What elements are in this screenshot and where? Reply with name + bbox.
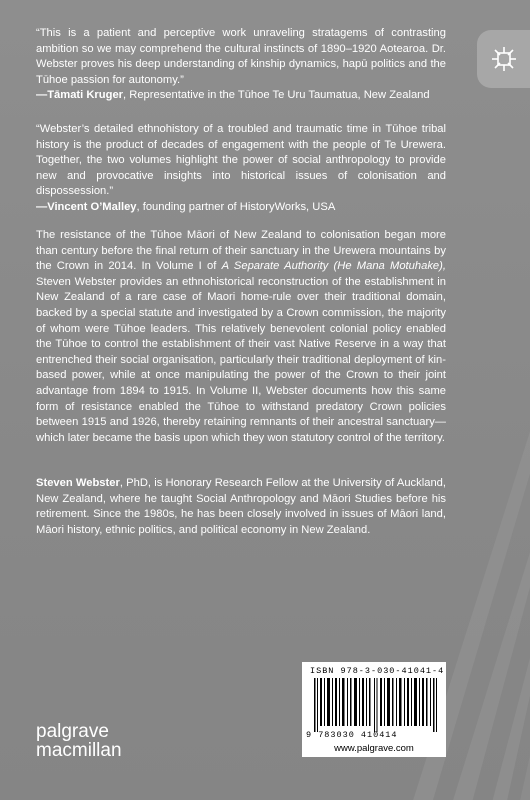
publisher-name-line-2: macmillan: [36, 740, 122, 761]
quote-2-attribution: [36, 200, 446, 216]
publisher-logo: [36, 722, 122, 760]
author-name: Steven Webster: [36, 477, 120, 489]
endorsement-quote-2: [36, 122, 446, 216]
isbn-label: ISBN 978-3-030-41041-4: [310, 666, 445, 676]
author-bio: [36, 476, 446, 538]
barcode-bars: [314, 678, 438, 732]
quote-2-author: —Vincent O’Malley: [36, 200, 137, 213]
book-synopsis: [36, 228, 446, 446]
endorsement-quote-1: [36, 26, 446, 104]
quote-1-text: “This is a patient and perceptive work unraveling stratagems of contrasting ambition so we may comprehend the cultural instincts of 1890–1920 Aotearoa. Dr. Webster proves his deep understanding of kinship dynamics, hapū politics and the Tūhoe passion for autonomy.”: [36, 27, 446, 86]
synopsis-volume-title: A Separate Authority (He Mana Motuhake),: [221, 260, 446, 273]
springer-link-badge: [477, 30, 530, 88]
barcode-digits: 9 783030 410414: [306, 730, 398, 740]
author-bio-text: , PhD, is Honorary Research Fellow at the University of Auckland, New Zealand, where he taught Social Anthropology and Māori Studies before his retirement. Since the 1980s, he has been closely involved in issues of Māori land, Māori history, ethnic politics, and political economy in New Zealand.: [36, 477, 446, 536]
quote-1-affiliation: , Representative in the Tūhoe Te Uru Taumatua, New Zealand: [123, 89, 430, 102]
publisher-url: www.palgrave.com: [302, 741, 446, 757]
synopsis-part-1: The resistance of the Tūhoe Māori of New Zealand to colonisation began more than century before the final return of their sanctuary in the Urewera mountains by the Crown in 2014. In Volume I of: [36, 229, 446, 273]
publisher-name-line-1: palgrave: [36, 721, 109, 742]
synopsis-part-2: Steven Webster provides an ethnohistorical reconstruction of the establishment in New Zealand of a rare case of Maori home-rule over their traditional domain, backed by a special statute and investigated by a Crown commission, the majority of whom were Tūhoe leaders. This relatively benevolent colonial policy enabled the Tūhoe to control the establishment of their vast Native Reserve in a way that entrenched their social organisation, particularly their traditional deployment of kin-based power, while at once manipulating the power of the Crown to their joint advantage from 1894 to 1915. In Volume II, Webster documents how this same form of resistance enabled the Tūhoe to withstand predatory Crown policies between 1915 and 1926, thereby retaining remnants of their ancestral sanctuary—which later became the basis upon which they won statutory control of the territory.: [36, 275, 446, 444]
quote-1-author: —Tāmati Kruger: [36, 89, 124, 102]
quote-2-text: “Webster’s detailed ethnohistory of a troubled and traumatic time in Tūhoe tribal history is the product of decades of engagement with the people of Te Urewera. Together, the two volumes highlight the power of social anthropology to provide new and provocative insights into historical issues of colonisation and dispossession.”: [36, 123, 446, 198]
quote-2-affiliation: , founding partner of HistoryWorks, USA: [136, 200, 336, 213]
quote-1-attribution: [36, 88, 446, 104]
springer-link-icon: [489, 44, 519, 74]
